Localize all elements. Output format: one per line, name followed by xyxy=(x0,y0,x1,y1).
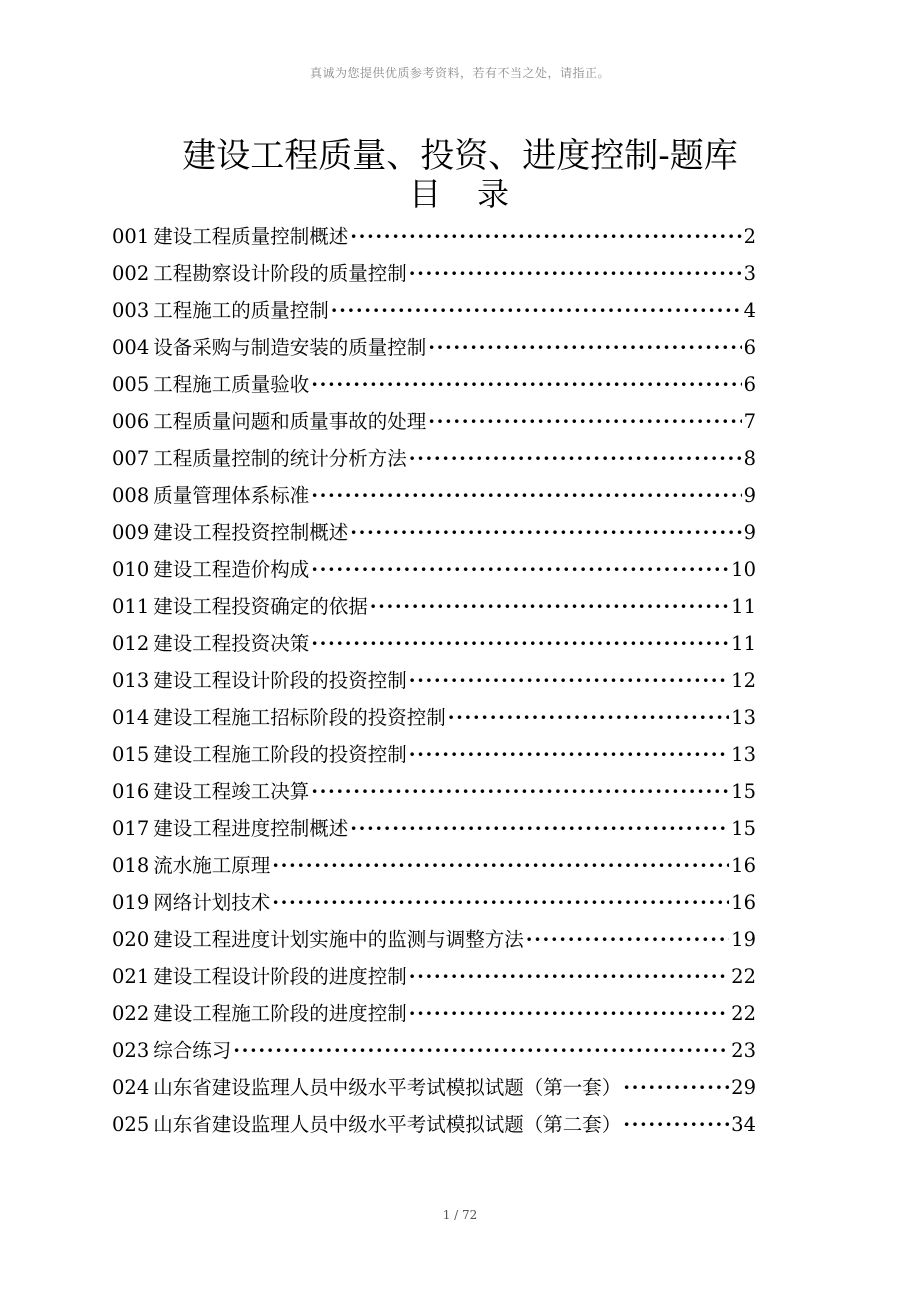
toc-entry-number: 003 xyxy=(112,299,150,322)
toc-entry[interactable] xyxy=(112,514,756,551)
toc-entry[interactable] xyxy=(112,551,756,588)
toc-leader-dots xyxy=(311,477,741,514)
toc-entry-number: 013 xyxy=(112,669,150,692)
table-of-contents xyxy=(112,218,756,1143)
toc-entry-title: 建设工程设计阶段的投资控制 xyxy=(153,669,407,692)
toc-entry-title: 工程施工的质量控制 xyxy=(153,299,329,322)
toc-entry-title: 建设工程质量控制概述 xyxy=(153,225,349,248)
toc-entry-page: 6 xyxy=(743,336,756,359)
toc-entry-number: 018 xyxy=(112,854,150,877)
toc-entry-number: 024 xyxy=(112,1076,150,1099)
toc-entry-title: 工程质量问题和质量事故的处理 xyxy=(153,410,427,433)
toc-entry[interactable] xyxy=(112,699,756,736)
toc-entry-page: 22 xyxy=(731,1002,756,1025)
toc-entry-page: 29 xyxy=(731,1076,756,1099)
toc-entry[interactable] xyxy=(112,1106,756,1143)
toc-entry-number: 016 xyxy=(112,780,150,803)
toc-entry-title: 综合练习 xyxy=(153,1039,232,1062)
toc-entry-title: 建设工程进度控制概述 xyxy=(153,817,349,840)
toc-entry-page: 23 xyxy=(731,1039,756,1062)
toc-entry-title: 工程施工质量验收 xyxy=(153,373,310,396)
toc-leader-dots xyxy=(448,699,729,736)
toc-leader-dots xyxy=(409,958,729,995)
toc-heading: 目 录 xyxy=(408,175,511,213)
toc-entry-page: 12 xyxy=(731,669,756,692)
toc-leader-dots xyxy=(311,366,741,403)
toc-leader-dots xyxy=(409,995,729,1032)
toc-entry[interactable] xyxy=(112,588,756,625)
toc-entry-page: 3 xyxy=(743,262,756,285)
toc-leader-dots xyxy=(311,773,729,810)
toc-entry-title: 山东省建设监理人员中级水平考试模拟试题（第二套） xyxy=(153,1113,622,1136)
toc-leader-dots xyxy=(272,884,729,921)
toc-leader-dots xyxy=(428,329,741,366)
header-note: 真诚为您提供优质参考资料，若有不当之处，请指正。 xyxy=(309,66,610,80)
toc-leader-dots xyxy=(350,514,741,551)
toc-entry-number: 021 xyxy=(112,965,150,988)
toc-leader-dots xyxy=(428,403,741,440)
toc-leader-dots xyxy=(350,810,729,847)
toc-entry[interactable] xyxy=(112,366,756,403)
toc-entry[interactable] xyxy=(112,329,756,366)
toc-leader-dots xyxy=(233,1032,729,1069)
page-indicator: 1 / 72 xyxy=(442,1208,478,1222)
toc-entry-title: 建设工程施工招标阶段的投资控制 xyxy=(153,706,446,729)
toc-entry-number: 002 xyxy=(112,262,150,285)
toc-leader-dots xyxy=(311,551,729,588)
toc-leader-dots xyxy=(370,588,729,625)
toc-entry-number: 022 xyxy=(112,1002,150,1025)
toc-entry-title: 建设工程设计阶段的进度控制 xyxy=(153,965,407,988)
toc-entry-title: 建设工程施工阶段的投资控制 xyxy=(153,743,407,766)
toc-entry-page: 13 xyxy=(731,706,756,729)
toc-entry-page: 16 xyxy=(731,854,756,877)
toc-entry-page: 6 xyxy=(743,373,756,396)
toc-entry-title: 建设工程投资决策 xyxy=(153,632,310,655)
toc-entry-number: 007 xyxy=(112,447,150,470)
toc-entry[interactable] xyxy=(112,403,756,440)
toc-entry-title: 工程勘察设计阶段的质量控制 xyxy=(153,262,407,285)
toc-entry-number: 001 xyxy=(112,225,150,248)
toc-entry[interactable] xyxy=(112,773,756,810)
toc-entry-title: 山东省建设监理人员中级水平考试模拟试题（第一套） xyxy=(153,1076,622,1099)
toc-entry-page: 16 xyxy=(731,891,756,914)
toc-entry-number: 004 xyxy=(112,336,150,359)
toc-entry[interactable] xyxy=(112,1032,756,1069)
toc-entry-title: 网络计划技术 xyxy=(153,891,271,914)
toc-entry[interactable] xyxy=(112,440,756,477)
toc-entry-number: 009 xyxy=(112,521,150,544)
toc-entry-title: 建设工程进度计划实施中的监测与调整方法 xyxy=(153,928,524,951)
toc-entry-page: 15 xyxy=(731,817,756,840)
toc-entry-number: 019 xyxy=(112,891,150,914)
toc-entry[interactable] xyxy=(112,625,756,662)
toc-entry-number: 015 xyxy=(112,743,150,766)
toc-entry-number: 014 xyxy=(112,706,150,729)
toc-entry-title: 建设工程投资控制概述 xyxy=(153,521,349,544)
toc-entry[interactable] xyxy=(112,884,756,921)
toc-leader-dots xyxy=(409,662,729,699)
toc-leader-dots xyxy=(409,736,729,773)
toc-entry-page: 11 xyxy=(731,632,756,655)
toc-entry-number: 010 xyxy=(112,558,150,581)
toc-entry[interactable] xyxy=(112,736,756,773)
toc-entry-page: 4 xyxy=(743,299,756,322)
toc-entry-title: 建设工程施工阶段的进度控制 xyxy=(153,1002,407,1025)
toc-entry-number: 006 xyxy=(112,410,150,433)
toc-entry-page: 34 xyxy=(731,1113,756,1136)
toc-entry-number: 025 xyxy=(112,1113,150,1136)
toc-entry[interactable] xyxy=(112,218,756,255)
toc-entry[interactable] xyxy=(112,292,756,329)
toc-entry-title: 建设工程竣工决算 xyxy=(153,780,310,803)
toc-leader-dots xyxy=(311,625,729,662)
toc-entry-number: 011 xyxy=(112,595,150,618)
toc-leader-dots xyxy=(272,847,729,884)
document-title: 建设工程质量、投资、进度控制-题库 xyxy=(182,136,738,176)
toc-entry-page: 10 xyxy=(731,558,756,581)
toc-entry-title: 建设工程造价构成 xyxy=(153,558,310,581)
toc-entry-number: 008 xyxy=(112,484,150,507)
toc-leader-dots xyxy=(409,255,742,292)
toc-entry-page: 8 xyxy=(743,447,756,470)
toc-entry-title: 建设工程投资确定的依据 xyxy=(153,595,368,618)
toc-leader-dots xyxy=(409,440,742,477)
toc-entry[interactable] xyxy=(112,662,756,699)
toc-entry-page: 13 xyxy=(731,743,756,766)
toc-entry[interactable] xyxy=(112,255,756,292)
toc-entry-page: 19 xyxy=(731,928,756,951)
toc-entry-number: 023 xyxy=(112,1039,150,1062)
toc-entry[interactable] xyxy=(112,995,756,1032)
toc-entry-page: 7 xyxy=(743,410,756,433)
toc-entry[interactable] xyxy=(112,847,756,884)
toc-leader-dots xyxy=(623,1106,729,1143)
toc-entry-title: 质量管理体系标准 xyxy=(153,484,310,507)
toc-entry-page: 9 xyxy=(743,521,756,544)
toc-entry-title: 设备采购与制造安装的质量控制 xyxy=(153,336,427,359)
toc-entry-page: 22 xyxy=(731,965,756,988)
toc-entry[interactable] xyxy=(112,477,756,514)
toc-entry-page: 15 xyxy=(731,780,756,803)
toc-leader-dots xyxy=(331,292,742,329)
toc-entry-number: 020 xyxy=(112,928,150,951)
toc-entry-number: 017 xyxy=(112,817,150,840)
toc-entry-page: 9 xyxy=(743,484,756,507)
toc-entry-title: 工程质量控制的统计分析方法 xyxy=(153,447,407,470)
toc-leader-dots xyxy=(350,218,741,255)
toc-entry-page: 2 xyxy=(743,225,756,248)
toc-entry-number: 012 xyxy=(112,632,150,655)
toc-entry[interactable] xyxy=(112,921,756,958)
toc-leader-dots xyxy=(623,1069,729,1106)
toc-entry-page: 11 xyxy=(731,595,756,618)
toc-entry[interactable] xyxy=(112,958,756,995)
toc-entry[interactable] xyxy=(112,810,756,847)
toc-entry[interactable] xyxy=(112,1069,756,1106)
toc-leader-dots xyxy=(526,921,729,958)
toc-entry-number: 005 xyxy=(112,373,150,396)
toc-entry-title: 流水施工原理 xyxy=(153,854,271,877)
